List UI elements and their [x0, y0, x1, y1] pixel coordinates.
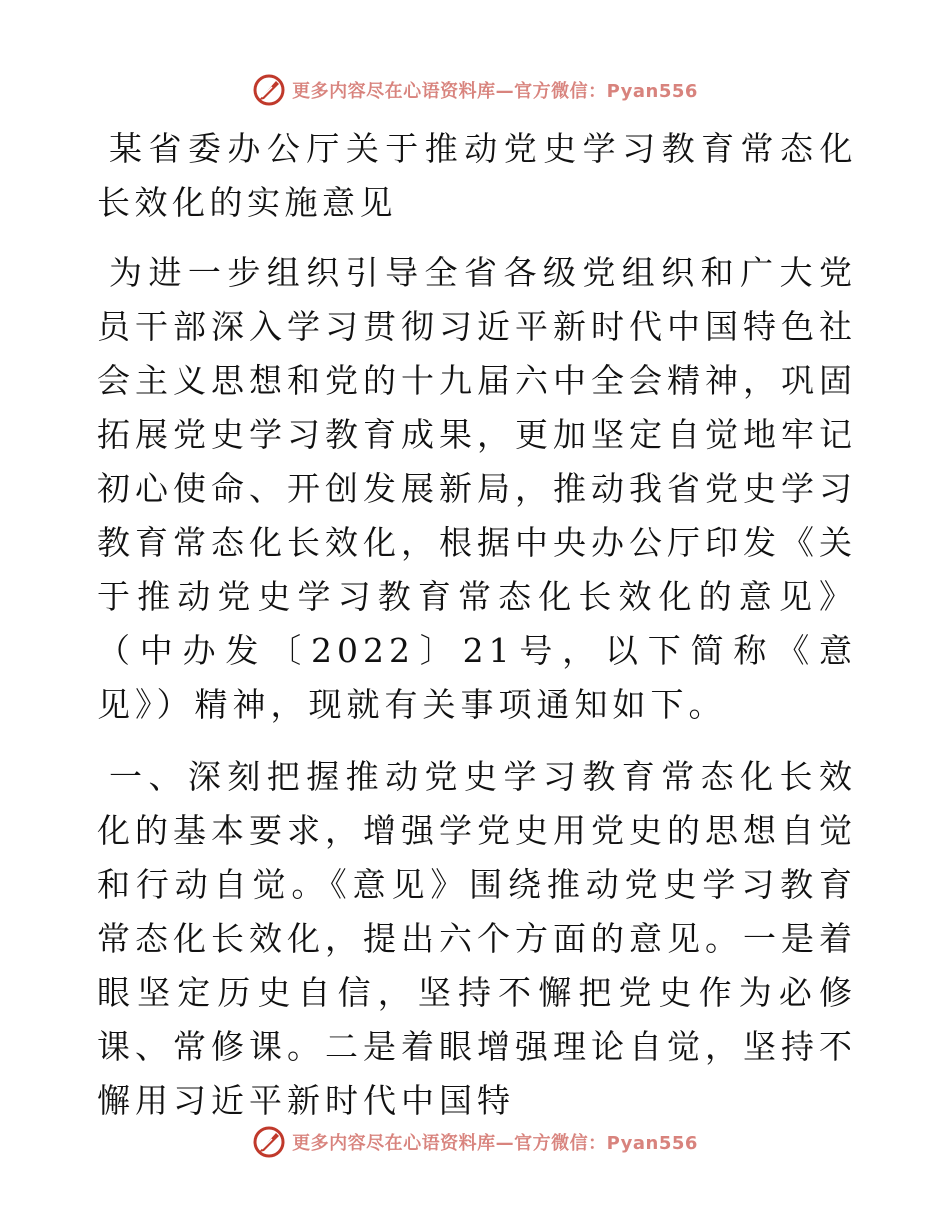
paragraph-section-one: 一、深刻把握推动党史学习教育常态化长效化的基本要求，增强学党史用党史的思想自觉和行动自觉。《意见》围绕推动党史学习教育常态化长效化，提出六个方面的意见。一是着眼坚定历史自信，坚持不懈把党史作为必修课、常修课。二是着眼增强理论自觉，坚持不懈用习近平新时代中国特 — [97, 757, 857, 1120]
footer-banner — [0, 1122, 950, 1162]
feather-quill-logo-icon — [252, 1125, 286, 1159]
paragraph-intro: 为进一步组织引导全省各级党组织和广大党员干部深入学习贯彻习近平新时代中国特色社会主义思想和党的十九届六中全会精神，巩固拓展党史学习教育成果，更加坚定自觉地牢记初心使命、开创发展新局，推动我省党史学习教育常态化长效化，根据中央办公厅印发《关于推动党史学习教育常态化长效化的意见》（中办发〔2022〕21号，以下简称《意见》）精神，现就有关事项通知如下。 — [97, 253, 857, 724]
footer-banner-text: 更多内容尽在心语资料库—官方微信：Pyan556 — [292, 1133, 698, 1154]
header-banner — [0, 70, 950, 110]
document-body — [97, 122, 857, 1128]
header-banner-text: 更多内容尽在心语资料库—官方微信：Pyan556 — [292, 81, 698, 102]
feather-quill-logo-icon — [252, 73, 286, 107]
document-title: 某省委办公厅关于推动党史学习教育常态化长效化的实施意见 — [97, 129, 857, 222]
